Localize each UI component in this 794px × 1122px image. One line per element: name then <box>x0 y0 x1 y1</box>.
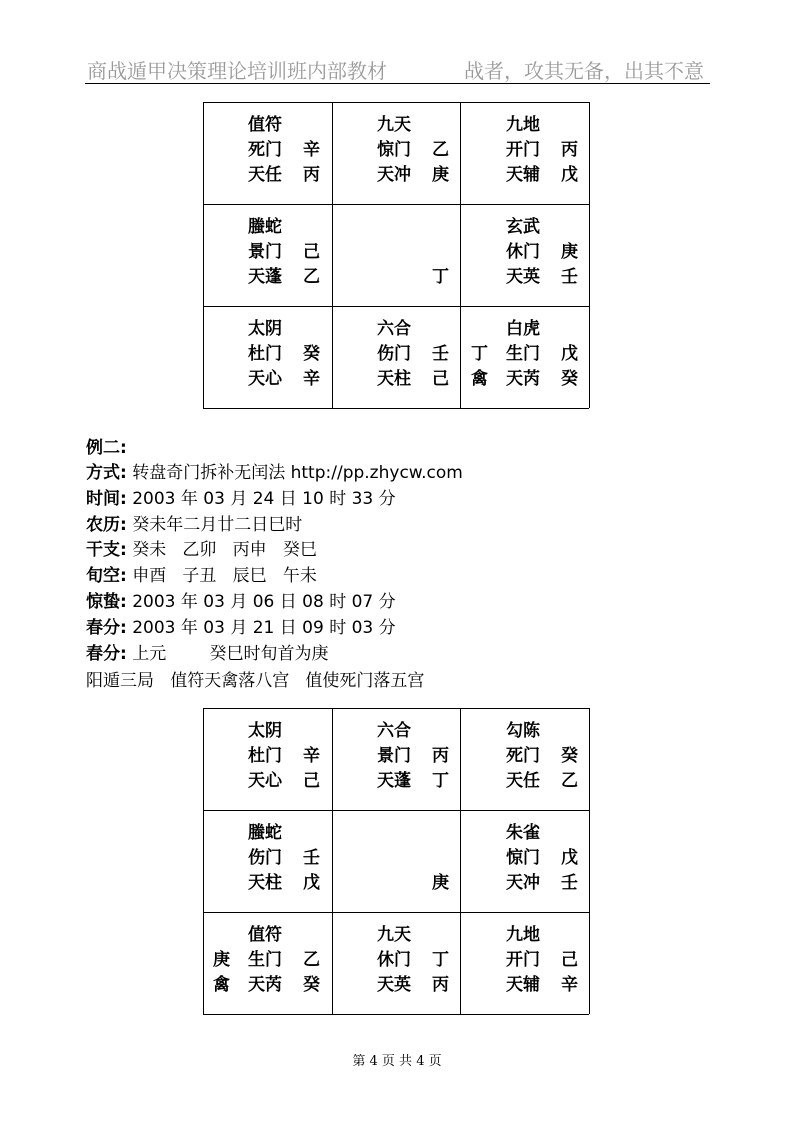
cell-door-stem: 癸 <box>303 344 320 364</box>
cell-door: 景门 <box>248 242 282 262</box>
cell-star: 天英 <box>506 267 540 287</box>
palace-cell <box>203 102 331 204</box>
cell-door-stem: 乙 <box>432 140 449 160</box>
info-label: 春分: <box>86 617 127 638</box>
cell-door-stem: 壬 <box>303 848 320 868</box>
cell-door: 伤门 <box>248 848 282 868</box>
cell-god: 太阴 <box>248 319 282 339</box>
info-value: 2003 年 03 月 06 日 08 时 07 分 <box>126 592 396 612</box>
info-value: 申酉 子丑 辰巳 午未 <box>126 566 317 587</box>
cell-door-stem: 己 <box>303 242 320 262</box>
cell-god: 螣蛇 <box>248 217 282 237</box>
palace-cell <box>332 204 460 306</box>
page-footer: 第 4 页 共 4 页 <box>352 1054 442 1069</box>
cell-extra2: 禽 <box>213 975 230 995</box>
cell-extra1: 庚 <box>213 950 230 970</box>
cell-star: 天任 <box>506 771 540 791</box>
cell-star-stem: 丙 <box>432 975 449 995</box>
palace-cell <box>203 306 331 408</box>
info-line <box>86 617 396 639</box>
cell-star: 天芮 <box>248 975 282 995</box>
cell-god: 六合 <box>377 721 411 741</box>
cell-star-stem: 辛 <box>561 975 578 995</box>
info-label: 干支: <box>86 540 127 561</box>
cell-star-stem: 戊 <box>561 165 578 185</box>
cell-star-stem: 丁 <box>432 771 449 791</box>
info-value: 转盘奇门拆补无闰法 http://pp.zhycw.com <box>126 463 463 483</box>
cell-star-stem: 乙 <box>303 267 320 287</box>
cell-god: 螣蛇 <box>248 823 282 843</box>
cell-star-stem: 戊 <box>303 873 320 893</box>
cell-door: 休门 <box>377 950 411 970</box>
info-line <box>86 565 317 587</box>
palace-cell <box>203 708 331 810</box>
cell-star: 天任 <box>248 165 282 185</box>
cell-star: 天蓬 <box>248 267 282 287</box>
cell-door-stem: 戊 <box>561 848 578 868</box>
header-left-text: 商战遁甲决策理论培训班内部教材 <box>87 59 387 83</box>
palace-cell <box>461 204 589 306</box>
cell-god: 太阴 <box>248 721 282 741</box>
info-line <box>86 591 396 613</box>
cell-extra1: 丁 <box>471 344 488 364</box>
grid-vertical-line <box>589 708 590 1014</box>
cell-star: 天英 <box>377 975 411 995</box>
cell-door: 伤门 <box>377 344 411 364</box>
cell-door-stem: 丙 <box>432 746 449 766</box>
info-label: 方式: <box>86 463 127 483</box>
cell-door: 死门 <box>506 746 540 766</box>
cell-star-stem: 庚 <box>432 165 449 185</box>
info-value: 癸未 乙卯 丙申 癸巳 <box>126 540 317 561</box>
info-line <box>86 488 396 510</box>
info-label: 时间: <box>86 488 127 509</box>
palace-cell <box>461 810 589 912</box>
cell-door-stem: 辛 <box>303 746 320 766</box>
cell-door: 惊门 <box>377 140 411 160</box>
cell-door-stem: 庚 <box>561 242 578 262</box>
palace-cell <box>203 810 331 912</box>
cell-star: 天心 <box>248 369 282 389</box>
info-label: 春分: <box>86 643 127 664</box>
cell-door: 死门 <box>248 140 282 160</box>
info-label: 旬空: <box>86 566 127 587</box>
cell-star: 天冲 <box>506 873 540 893</box>
palace-cell <box>461 708 589 810</box>
cell-door-stem: 乙 <box>303 950 320 970</box>
info-line <box>86 643 328 665</box>
cell-god: 九天 <box>377 925 411 945</box>
cell-god: 勾陈 <box>506 721 540 741</box>
cell-star-stem: 壬 <box>561 267 578 287</box>
palace-cell <box>461 912 589 1014</box>
info-line <box>86 539 317 561</box>
cell-star: 天辅 <box>506 975 540 995</box>
cell-star-stem: 己 <box>432 369 449 389</box>
cell-god: 值符 <box>248 925 282 945</box>
cell-god: 白虎 <box>506 319 540 339</box>
info-value: 上元 癸巳时旬首为庚 <box>126 643 329 664</box>
cell-door-stem: 辛 <box>303 140 320 160</box>
cell-door: 生门 <box>506 344 540 364</box>
cell-door-stem: 癸 <box>561 746 578 766</box>
cell-door: 惊门 <box>506 848 540 868</box>
qimen-chart-2 <box>203 708 589 1014</box>
palace-cell <box>332 102 460 204</box>
cell-star: 天蓬 <box>377 771 411 791</box>
palace-cell <box>332 708 460 810</box>
cell-god: 值符 <box>248 115 282 135</box>
info-line <box>86 462 463 484</box>
cell-star: 天柱 <box>248 873 282 893</box>
cell-door: 杜门 <box>248 344 282 364</box>
cell-god: 朱雀 <box>506 823 540 843</box>
cell-door: 杜门 <box>248 746 282 766</box>
example-title: 例二: <box>86 438 127 458</box>
header-right-text: 战者，攻其无备，出其不意 <box>464 59 704 83</box>
palace-cell <box>332 810 460 912</box>
cell-god: 六合 <box>377 319 411 339</box>
cell-star-stem: 乙 <box>561 771 578 791</box>
cell-star-stem: 癸 <box>561 369 578 389</box>
qimen-chart-1 <box>203 102 589 408</box>
cell-star-stem: 丁 <box>432 267 449 287</box>
cell-door: 景门 <box>377 746 411 766</box>
page-header <box>85 55 710 84</box>
palace-cell <box>203 204 331 306</box>
cell-star-stem: 癸 <box>303 975 320 995</box>
cell-god: 九天 <box>377 115 411 135</box>
cell-star-stem: 辛 <box>303 369 320 389</box>
cell-star: 天辅 <box>506 165 540 185</box>
palace-cell <box>461 102 589 204</box>
cell-god: 玄武 <box>506 217 540 237</box>
grid-horizontal-line <box>203 1014 589 1015</box>
cell-door: 休门 <box>506 242 540 262</box>
info-line <box>86 514 302 536</box>
grid-horizontal-line <box>203 408 589 409</box>
cell-door: 开门 <box>506 950 540 970</box>
cell-star: 天芮 <box>506 369 540 389</box>
info-label: 惊蛰: <box>86 592 127 612</box>
cell-star-stem: 壬 <box>561 873 578 893</box>
cell-door: 开门 <box>506 140 540 160</box>
cell-star-stem: 己 <box>303 771 320 791</box>
cell-door-stem: 丁 <box>432 950 449 970</box>
palace-cell <box>461 306 589 408</box>
info-value: 癸未年二月廿二日巳时 <box>126 514 303 535</box>
cell-star-stem: 丙 <box>303 165 320 185</box>
palace-cell <box>332 306 460 408</box>
cell-door-stem: 丙 <box>561 140 578 160</box>
cell-god: 九地 <box>506 115 540 135</box>
cell-star-stem: 庚 <box>432 873 449 893</box>
cell-star: 天冲 <box>377 165 411 185</box>
grid-vertical-line <box>589 102 590 408</box>
cell-door-stem: 戊 <box>561 344 578 364</box>
palace-cell <box>203 912 331 1014</box>
cell-door-stem: 壬 <box>432 344 449 364</box>
cell-door: 生门 <box>248 950 282 970</box>
example-summary: 阳遁三局 值符天禽落八宫 值使死门落五宫 <box>86 671 425 691</box>
palace-cell <box>332 912 460 1014</box>
info-value: 2003 年 03 月 21 日 09 时 03 分 <box>126 617 396 638</box>
cell-star: 天心 <box>248 771 282 791</box>
info-value: 2003 年 03 月 24 日 10 时 33 分 <box>126 488 396 509</box>
cell-god: 九地 <box>506 925 540 945</box>
cell-extra2: 禽 <box>471 369 488 389</box>
cell-door-stem: 己 <box>561 950 578 970</box>
info-label: 农历: <box>86 514 127 535</box>
cell-star: 天柱 <box>377 369 411 389</box>
